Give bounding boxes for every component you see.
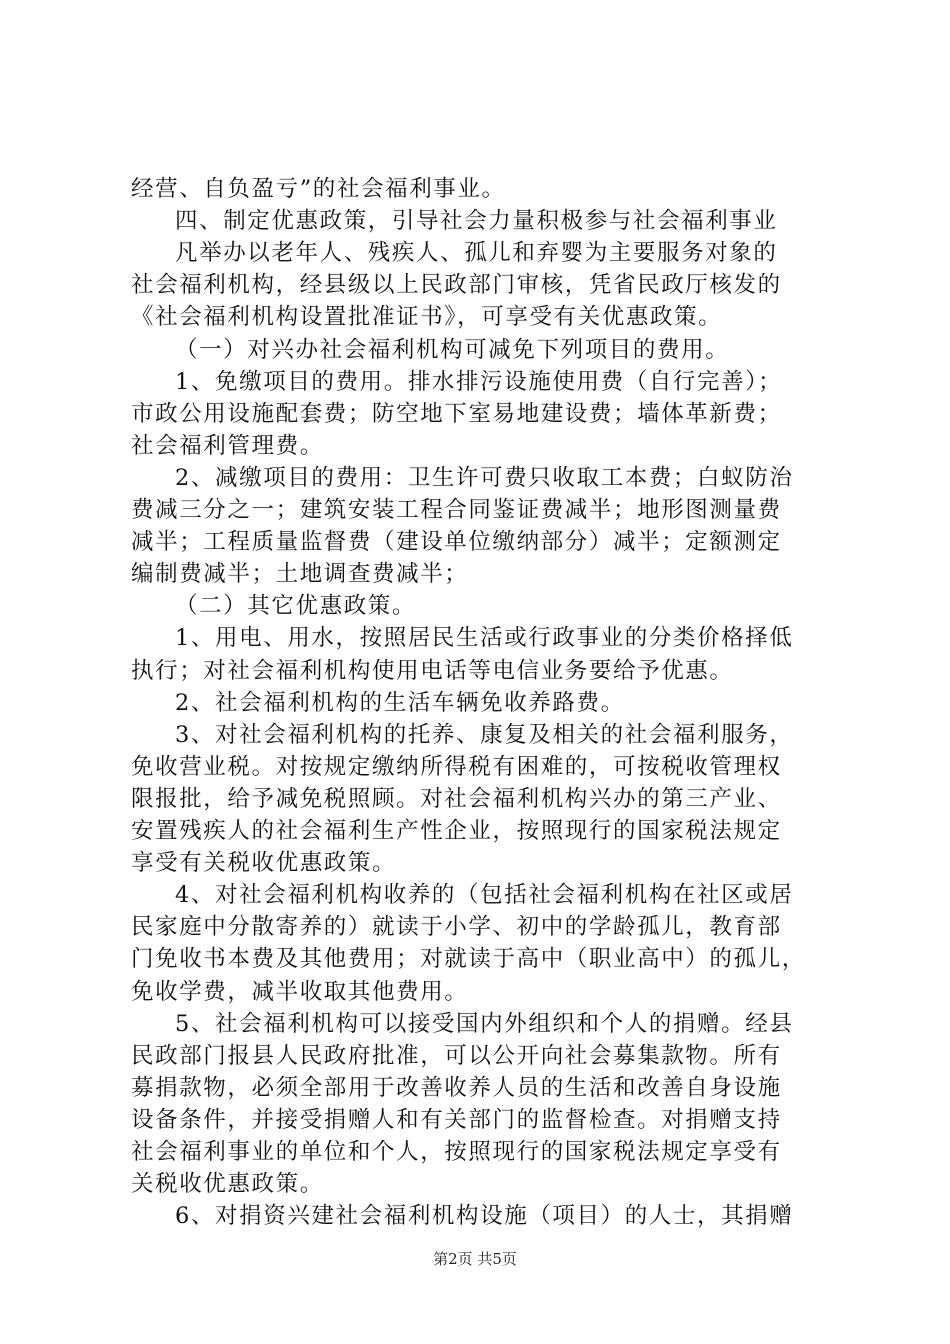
text-line: 3、对社会福利机构的托养、康复及相关的社会福利服务， (175, 721, 794, 748)
text-line: 6、对捐资兴建社会福利机构设施（项目）的人士，其捐赠 (175, 1203, 794, 1230)
subsection-heading: （一）对兴办社会福利机构可减免下列项目的费用。 (175, 336, 730, 363)
text-line: 享受有关税收优惠政策。 (131, 850, 397, 877)
text-line: 5、社会福利机构可以接受国内外组织和个人的捐赠。经县 (175, 1010, 794, 1037)
text-line: 2、社会福利机构的生活车辆免收养路费。 (175, 689, 625, 716)
text-line: 门免收书本费及其他费用；对就读于高中（职业高中）的孤儿， (131, 946, 806, 973)
text-line: 1、用电、用水，按照居民生活或行政事业的分类价格择低 (175, 625, 794, 652)
text-line: 限报批，给予减免税照顾。对社会福利机构兴办的第三产业、 (131, 785, 782, 812)
text-line: 免收学费，减半收取其他费用。 (131, 978, 469, 1005)
text-line: 《社会福利机构设置批准证书》，可享受有关优惠政策。 (131, 304, 723, 331)
text-line: 市政公用设施配套费；防空地下室易地建设费；墙体革新费； (131, 400, 782, 427)
text-line: 编制费减半；土地调查费减半； (131, 561, 469, 588)
text-line: 民家庭中分散寄养的）就读于小学、初中的学龄孤儿，教育部 (131, 914, 782, 941)
text-line: 民政部门报县人民政府批准，可以公开向社会募集款物。所有 (131, 1042, 782, 1069)
text-line: 社会福利机构，经县级以上民政部门审核，凭省民政厅核发的 (131, 272, 782, 299)
text-line: 免收营业税。对按规定缴纳所得税有困难的，可按税收管理权 (131, 753, 782, 780)
text-line: 社会福利管理费。 (131, 432, 324, 459)
text-line: 安置残疾人的社会福利生产性企业，按照现行的国家税法规定 (131, 818, 782, 844)
text-line: 凡举办以老年人、残疾人、孤儿和弃婴为主要服务对象的 (175, 240, 778, 267)
text-line: 费减三分之一；建筑安装工程合同鉴证费减半；地形图测量费 (131, 497, 782, 523)
page-number-footer: 第2页 共5页 (433, 1250, 517, 1268)
text-line: 2、减缴项目的费用：卫生许可费只收取工本费；白蚁防治 (175, 464, 794, 491)
section-heading: 四、制定优惠政策，引导社会力量积极参与社会福利事业 (175, 208, 778, 235)
text-line: 设备条件，并接受捐赠人和有关部门的监督检查。对捐赠支持 (131, 1106, 782, 1133)
text-line: 经营、自负盈亏”的社会福利事业。 (131, 176, 506, 202)
text-line: 4、对社会福利机构收养的（包括社会福利机构在社区或居 (175, 882, 794, 909)
text-line: 募捐款物，必须全部用于改善收养人员的生活和改善自身设施 (131, 1074, 782, 1101)
text-line: 1、免缴项目的费用。排水排污设施使用费（自行完善）； (175, 368, 783, 395)
text-line: 关税收优惠政策。 (131, 1171, 324, 1198)
text-line: 执行；对社会福利机构使用电话等电信业务要给予优惠。 (131, 657, 734, 684)
text-line: 减半；工程质量监督费（建设单位缴纳部分）减半；定额测定 (131, 529, 782, 556)
subsection-heading: （二）其它优惠政策。 (175, 593, 417, 620)
text-line: 社会福利事业的单位和个人，按照现行的国家税法规定享受有 (131, 1139, 782, 1165)
